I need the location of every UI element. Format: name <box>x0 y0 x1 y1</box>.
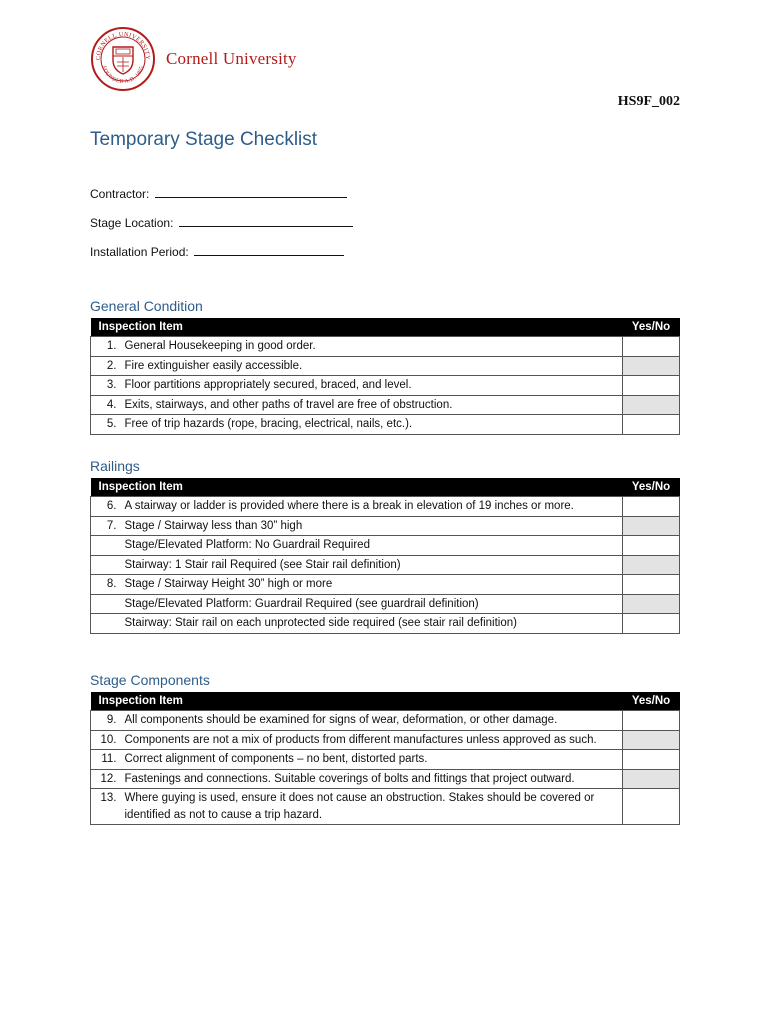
item-text: Components are not a mix of products from different manufactures unless approved as such. <box>117 730 623 750</box>
table-row <box>91 594 680 614</box>
section-title-general-condition: General Condition <box>90 298 203 314</box>
table-row <box>91 575 680 595</box>
item-number: 4. <box>91 395 117 415</box>
installation-period-blank[interactable] <box>194 244 344 256</box>
yes-no-cell[interactable] <box>623 395 680 415</box>
item-number <box>91 594 117 614</box>
table-row <box>91 789 680 825</box>
section-title-stage-components: Stage Components <box>90 672 210 688</box>
yes-no-cell[interactable] <box>623 516 680 536</box>
column-header-yes-no: Yes/No <box>623 692 680 711</box>
table-row <box>91 711 680 731</box>
table-row <box>91 730 680 750</box>
contractor-field[interactable] <box>90 186 347 201</box>
section-title-railings: Railings <box>90 458 140 474</box>
table-row <box>91 614 680 634</box>
yes-no-cell[interactable] <box>623 555 680 575</box>
item-text: General Housekeeping in good order. <box>117 337 623 357</box>
item-number: 3. <box>91 376 117 396</box>
svg-text:CORNELL UNIVERSITY: CORNELL UNIVERSITY <box>94 30 152 61</box>
university-name: Cornell University <box>166 49 297 68</box>
table-row <box>91 376 680 396</box>
item-text: Stairway: 1 Stair rail Required (see Stair rail definition) <box>117 555 623 575</box>
yes-no-cell[interactable] <box>623 536 680 556</box>
table-row <box>91 395 680 415</box>
column-header-yes-no: Yes/No <box>623 318 680 337</box>
item-text: Floor partitions appropriately secured, braced, and level. <box>117 376 623 396</box>
yes-no-cell[interactable] <box>623 789 680 825</box>
item-text: Exits, stairways, and other paths of travel are free of obstruction. <box>117 395 623 415</box>
item-text: Stage/Elevated Platform: Guardrail Required (see guardrail definition) <box>117 594 623 614</box>
item-number <box>91 555 117 575</box>
item-number: 6. <box>91 497 117 517</box>
railings-table <box>90 478 680 634</box>
item-number: 2. <box>91 356 117 376</box>
item-text: Where guying is used, ensure it does not cause an obstruction. Stakes should be covered or identified as not to cause a trip hazard. <box>117 789 623 825</box>
yes-no-cell[interactable] <box>623 376 680 396</box>
document-code: HS9F_002 <box>617 94 680 109</box>
yes-no-cell[interactable] <box>623 356 680 376</box>
item-number <box>91 614 117 634</box>
item-number: 7. <box>91 516 117 536</box>
item-number: 8. <box>91 575 117 595</box>
yes-no-cell[interactable] <box>623 769 680 789</box>
yes-no-cell[interactable] <box>623 594 680 614</box>
item-text: Stage / Stairway less than 30” high <box>117 516 623 536</box>
item-text: A stairway or ladder is provided where there is a break in elevation of 19 inches or more. <box>117 497 623 517</box>
page-title: Temporary Stage Checklist <box>90 129 318 150</box>
item-number: 11. <box>91 750 117 770</box>
yes-no-cell[interactable] <box>623 711 680 731</box>
table-row <box>91 497 680 517</box>
item-text: Free of trip hazards (rope, bracing, electrical, nails, etc.). <box>117 415 623 435</box>
item-text: All components should be examined for signs of wear, deformation, or other damage. <box>117 711 623 731</box>
item-text: Stage/Elevated Platform: No Guardrail Required <box>117 536 623 556</box>
item-number <box>91 536 117 556</box>
column-header-item: Inspection Item <box>91 478 623 497</box>
column-header-yes-no: Yes/No <box>623 478 680 497</box>
table-row <box>91 415 680 435</box>
contractor-blank[interactable] <box>155 186 347 198</box>
contractor-label: Contractor: <box>90 187 150 201</box>
column-header-item: Inspection Item <box>91 318 623 337</box>
stage-location-label: Stage Location: <box>90 216 174 230</box>
yes-no-cell[interactable] <box>623 614 680 634</box>
table-row <box>91 337 680 357</box>
item-number: 5. <box>91 415 117 435</box>
yes-no-cell[interactable] <box>623 750 680 770</box>
installation-period-field[interactable] <box>90 244 344 259</box>
item-text: Stairway: Stair rail on each unprotected side required (see stair rail definition) <box>117 614 623 634</box>
item-number: 9. <box>91 711 117 731</box>
yes-no-cell[interactable] <box>623 337 680 357</box>
svg-text:FOUNDED A.D. 1865: FOUNDED A.D. 1865 <box>100 65 146 86</box>
cornell-seal-icon <box>90 26 156 92</box>
column-header-item: Inspection Item <box>91 692 623 711</box>
installation-period-label: Installation Period: <box>90 245 189 259</box>
stage-location-field[interactable] <box>90 215 353 230</box>
yes-no-cell[interactable] <box>623 730 680 750</box>
table-row <box>91 516 680 536</box>
table-row <box>91 356 680 376</box>
table-row <box>91 769 680 789</box>
yes-no-cell[interactable] <box>623 497 680 517</box>
cornell-logo <box>90 26 297 92</box>
yes-no-cell[interactable] <box>623 415 680 435</box>
item-text: Fire extinguisher easily accessible. <box>117 356 623 376</box>
yes-no-cell[interactable] <box>623 575 680 595</box>
table-row <box>91 750 680 770</box>
item-number: 10. <box>91 730 117 750</box>
stage-location-blank[interactable] <box>179 215 353 227</box>
general-condition-table <box>90 318 680 435</box>
item-number: 1. <box>91 337 117 357</box>
item-text: Stage / Stairway Height 30” high or more <box>117 575 623 595</box>
table-row <box>91 536 680 556</box>
item-text: Fastenings and connections. Suitable coverings of bolts and fittings that project outward. <box>117 769 623 789</box>
table-row <box>91 555 680 575</box>
item-number: 13. <box>91 789 117 825</box>
item-text: Correct alignment of components – no bent, distorted parts. <box>117 750 623 770</box>
item-number: 12. <box>91 769 117 789</box>
stage-components-table <box>90 692 680 825</box>
